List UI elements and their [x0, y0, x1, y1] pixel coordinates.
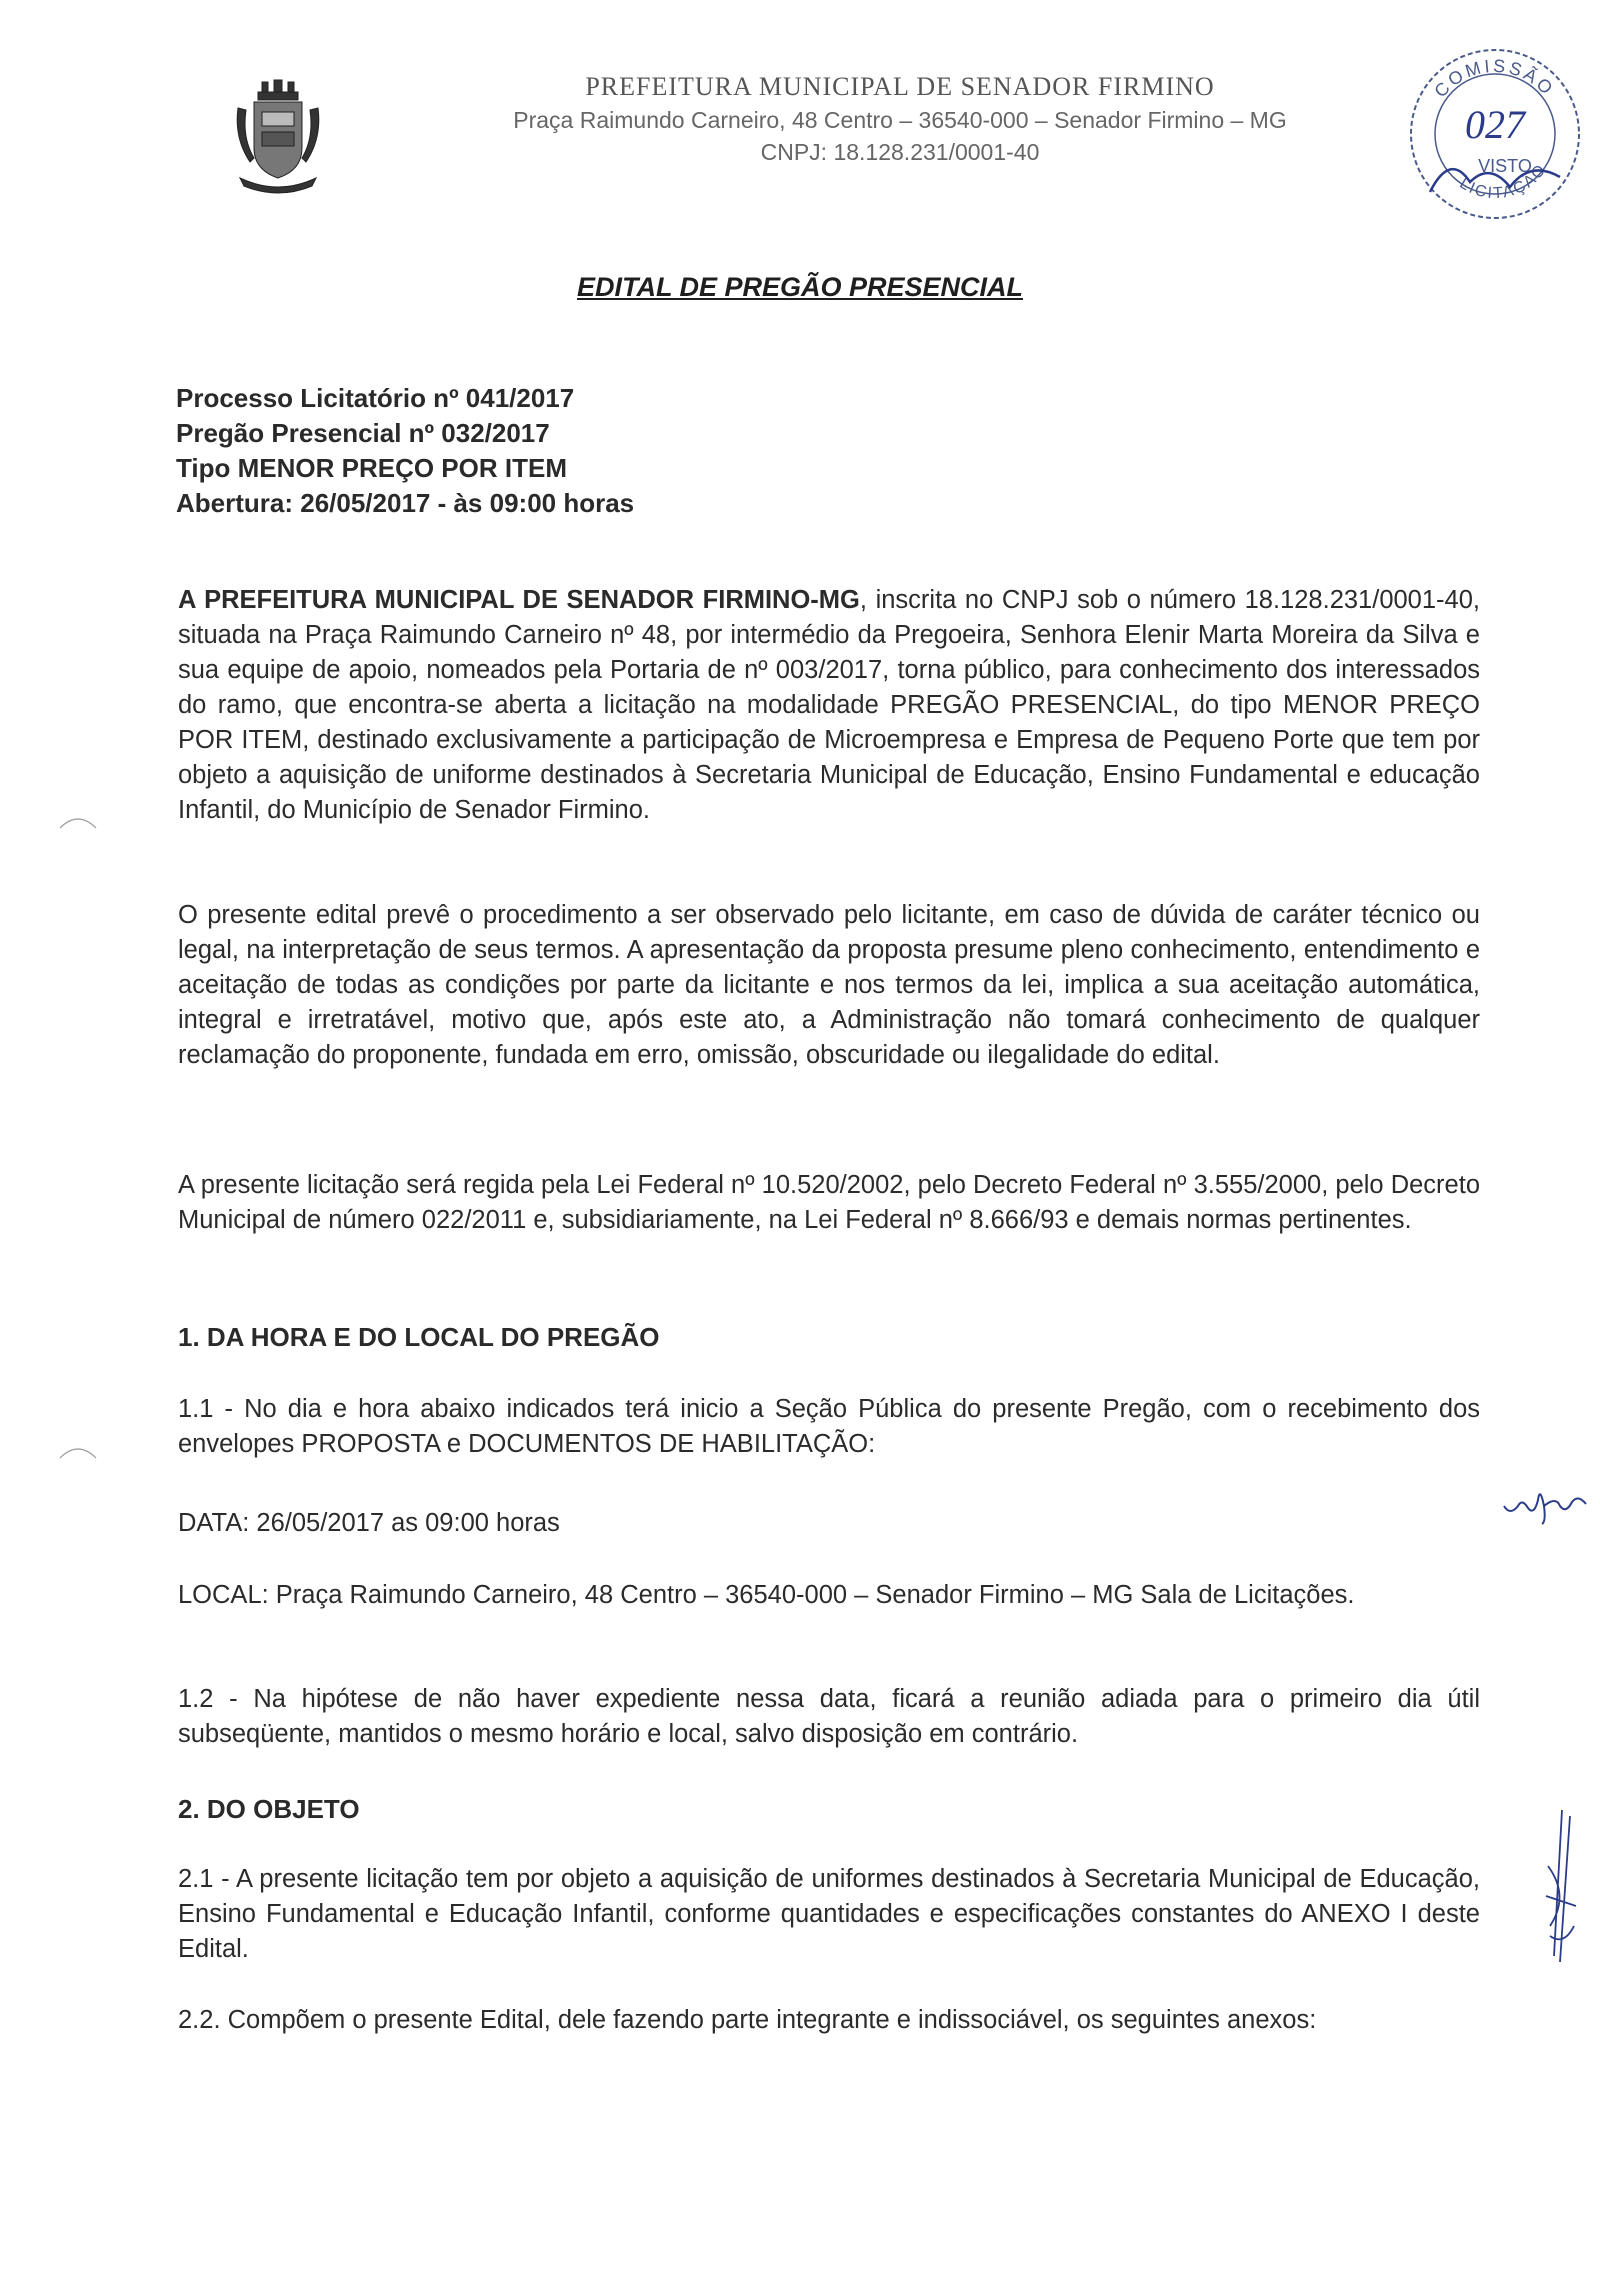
item-2-1	[178, 1862, 1480, 1967]
paragraph-2-text: O presente edital prevê o procedimento a ser observado pelo licitante, em caso de dúvida de caráter técnico ou legal, na interpretação de seus termos. A apresentação da proposta presume pleno conhecimento, entendimento e aceitação de todas as condições por parte da licitante e nos termos da lei, implica a sua aceitação automática, integral e irretratável, motivo que, após este ato, a Administração não tomará conhecimento de qualquer reclamação do proponente, fundada em erro, omissão, obscuridade ou ilegalidade do edital.	[178, 901, 1480, 1069]
process-number: Processo Licitatório nº 041/2017	[176, 383, 575, 413]
stamp-top-text: COMISSÃO	[1430, 55, 1559, 102]
municipal-crest-icon	[232, 78, 324, 196]
intro-rest: , inscrita no CNPJ sob o número 18.128.231/0001-40, situada na Praça Raimundo Carneiro nº 48, por intermédio da Pregoeira, Senhora Elenir Marta Moreira da Silva e sua equipe de apoio, nomeados pela Portaria de nº 003/2017, torna público, para conhecimento dos interessados do ramo, que encontra-se aberta a licitação na modalidade PREGÃO PRESENCIAL, do tipo MENOR PREÇO POR ITEM, destinado exclusivamente a participação de Microempresa e Empresa de Pequeno Porte que tem por objeto a aquisição de uniforme destinados à Secretaria Municipal de Educação, Ensino Fundamental e educação Infantil, do Município de Senador Firmino.	[178, 586, 1480, 824]
opening-date: Abertura: 26/05/2017 - às 09:00 horas	[176, 488, 635, 518]
letterhead-cnpj: CNPJ: 18.128.231/0001-40	[760, 139, 1040, 165]
paragraph-3	[178, 1168, 1480, 1238]
item-2-2-text: 2.2. Compõem o presente Edital, dele fazendo parte integrante e indissociável, os seguintes anexos:	[178, 2006, 1317, 2034]
margin-mark	[58, 1442, 98, 1462]
handwritten-rubric	[1540, 1806, 1580, 1966]
meeting-location	[178, 1578, 1480, 1613]
margin-mark	[58, 812, 98, 832]
meeting-location-text: LOCAL: Praça Raimundo Carneiro, 48 Centro – 36540-000 – Senador Firmino – MG Sala de Licitações.	[178, 1581, 1355, 1609]
item-1-1	[178, 1392, 1480, 1462]
paragraph-3-text: A presente licitação será regida pela Lei Federal nº 10.520/2002, pelo Decreto Federal nº 3.555/2000, pelo Decreto Municipal de número 022/2011 e, subsidiariamente, na Lei Federal nº 8.666/93 e demais normas pertinentes.	[178, 1171, 1480, 1234]
meeting-date-text: DATA: 26/05/2017 as 09:00 horas	[178, 1509, 560, 1537]
paragraph-2	[178, 898, 1480, 1073]
letterhead-org-name: PREFEITURA MUNICIPAL DE SENADOR FIRMINO	[585, 72, 1215, 101]
item-2-2	[178, 2003, 1480, 2038]
stamp-middle-text: VISTO	[1478, 156, 1532, 176]
commission-stamp	[1400, 42, 1590, 222]
item-1-2	[178, 1682, 1480, 1752]
item-1-1-text: 1.1 - No dia e hora abaixo indicados terá inicio a Seção Pública do presente Pregão, com o recebimento dos envelopes PROPOSTA e DOCUMENTOS DE HABILITAÇÃO:	[178, 1395, 1480, 1458]
intro-bold: A PREFEITURA MUNICIPAL DE SENADOR FIRMINO-MG	[178, 586, 860, 614]
section-2-heading: 2. DO OBJETO	[178, 1794, 360, 1824]
item-1-2-text: 1.2 - Na hipótese de não haver expediente nessa data, ficará a reunião adiada para o primeiro dia útil subseqüente, mantidos o mesmo horário e local, salvo disposição em contrário.	[178, 1685, 1480, 1748]
item-2-1-text: 2.1 - A presente licitação tem por objeto a aquisição de uniformes destinados à Secretaria Municipal de Educação, Ensino Fundamental e Educação Infantil, conforme quantidades e especificações constantes do ANEXO I deste Edital.	[178, 1865, 1480, 1963]
letterhead	[420, 70, 1380, 168]
stamp-bottom-text: LICITAÇÃO	[1456, 160, 1551, 203]
pregao-number: Pregão Presencial nº 032/2017	[176, 418, 550, 448]
letterhead-address: Praça Raimundo Carneiro, 48 Centro – 36540-000 – Senador Firmino – MG	[513, 107, 1287, 133]
process-info	[176, 381, 634, 521]
handwritten-initials	[1500, 1476, 1590, 1526]
section-1-heading: 1. DA HORA E DO LOCAL DO PREGÃO	[178, 1322, 660, 1352]
intro-paragraph	[178, 583, 1480, 828]
stamp-number: 027	[1465, 102, 1525, 147]
meeting-date	[178, 1506, 1480, 1541]
tender-type: Tipo MENOR PREÇO POR ITEM	[176, 453, 567, 483]
document-title: EDITAL DE PREGÃO PRESENCIAL	[576, 272, 1024, 302]
